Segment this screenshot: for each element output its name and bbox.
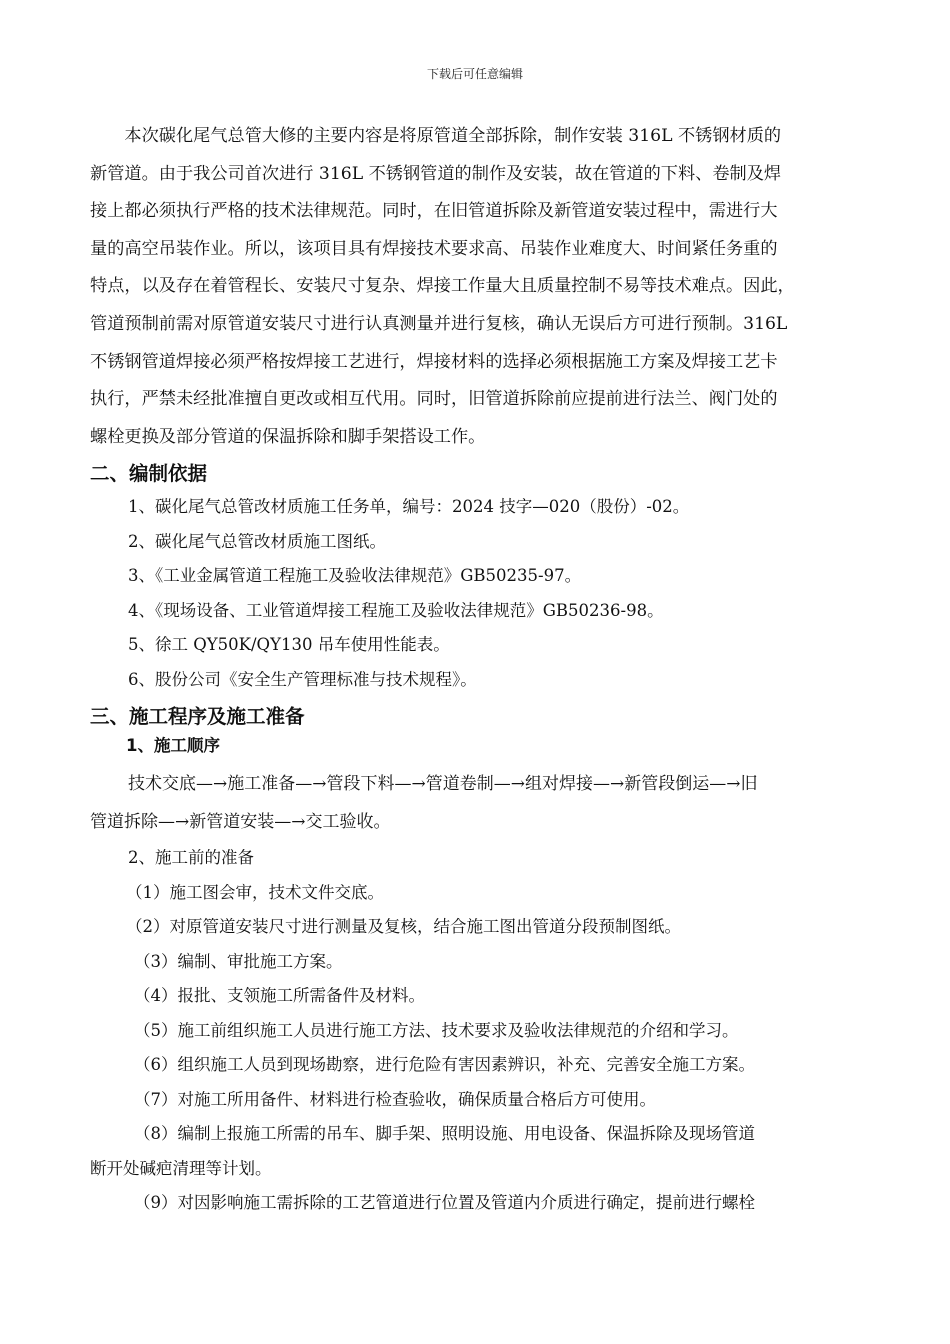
document-body bbox=[90, 118, 865, 1221]
intro-line: 量的高空吊装作业。所以，该项目具有焊接技术要求高、吊装作业难度大、时间紧任务重的 bbox=[90, 238, 778, 259]
section-heading-basis: 二、编制依据 bbox=[90, 462, 208, 486]
preparation-item: （2）对原管道安装尺寸进行测量及复核，结合施工图出管道分段预制图纸。 bbox=[126, 917, 681, 937]
intro-line: 特点，以及存在着管程长、安装尺寸复杂、焊接工作量大且质量控制不易等技术难点。因此， bbox=[90, 276, 795, 297]
basis-item: 3、《工业金属管道工程施工及验收法律规范》GB50235-97。 bbox=[128, 566, 582, 586]
page-header: 下载后可任意编辑 bbox=[426, 67, 523, 81]
preparation-item: （3）编制、审批施工方案。 bbox=[134, 951, 343, 971]
preparation-item: （7）对施工所用备件、材料进行检查验收，确保质量合格后方可使用。 bbox=[134, 1089, 656, 1109]
basis-item: 2、碳化尾气总管改材质施工图纸。 bbox=[128, 531, 386, 551]
subheading-construction-order: 1、施工顺序 bbox=[126, 736, 220, 756]
preparation-item: （6）组织施工人员到现场勘察，进行危险有害因素辨识，补充、完善安全施工方案。 bbox=[134, 1055, 755, 1075]
intro-line: 新管道。由于我公司首次进行 316L 不锈钢管道的制作及安装，故在管道的下料、卷制及焊 bbox=[90, 163, 782, 184]
basis-item: 1、碳化尾气总管改材质施工任务单，编号：2024 技字—020（股份）-02。 bbox=[128, 497, 690, 517]
intro-line: 本次碳化尾气总管大修的主要内容是将原管道全部拆除，制作安装 316L 不锈钢材质的 bbox=[124, 126, 782, 146]
preparation-item: （8）编制上报施工所需的吊车、脚手架、照明设施、用电设备、保温拆除及现场管道 bbox=[134, 1124, 755, 1144]
intro-paragraph bbox=[90, 118, 865, 456]
basis-item: 6、股份公司《安全生产管理标准与技术规程》。 bbox=[128, 669, 477, 689]
intro-line: 执行，严禁未经批准擅自更改或相互代用。同时，旧管道拆除前应提前进行法兰、阀门处的 bbox=[90, 389, 778, 410]
preparation-item-continued: 断开处碱疤清理等计划。 bbox=[90, 1158, 272, 1178]
preparation-item: （5）施工前组织施工人员进行施工方法、技术要求及验收法律规范的介绍和学习。 bbox=[134, 1020, 739, 1040]
section-heading-procedure: 三、施工程序及施工准备 bbox=[90, 705, 305, 729]
basis-list bbox=[90, 490, 865, 697]
construction-flow-line: 管道拆除—→新管道安装—→交工验收。 bbox=[90, 812, 391, 833]
intro-line: 不锈钢管道焊接必须严格按焊接工艺进行，焊接材料的选择必须根据施工方案及焊接工艺卡 bbox=[90, 351, 778, 372]
intro-line: 接上都必须执行严格的技术法律规范。同时，在旧管道拆除及新管道安装过程中，需进行大 bbox=[90, 201, 778, 222]
preparation-item: （9）对因影响施工需拆除的工艺管道进行位置及管道内介质进行确定，提前进行螺栓 bbox=[134, 1193, 755, 1213]
basis-item: 5、徐工 QY50K/QY130 吊车使用性能表。 bbox=[128, 635, 450, 655]
subheading-preparation: 2、施工前的准备 bbox=[128, 848, 254, 868]
basis-item: 4、《现场设备、工业管道焊接工程施工及验收法律规范》GB50236-98。 bbox=[128, 600, 664, 620]
intro-line: 螺栓更换及部分管道的保温拆除和脚手架搭设工作。 bbox=[90, 426, 486, 447]
preparation-list bbox=[90, 876, 865, 1221]
preparation-item: （4）报批、支领施工所需备件及材料。 bbox=[134, 986, 425, 1006]
preparation-item: （1）施工图会审，技术文件交底。 bbox=[126, 882, 384, 902]
construction-flow-line: 技术交底—→施工准备—→管段下料—→管道卷制—→组对焊接—→新管段倒运—→旧 bbox=[128, 774, 758, 795]
intro-line: 管道预制前需对原管道安装尺寸进行认真测量并进行复核，确认无误后方可进行预制。316L bbox=[90, 313, 788, 334]
